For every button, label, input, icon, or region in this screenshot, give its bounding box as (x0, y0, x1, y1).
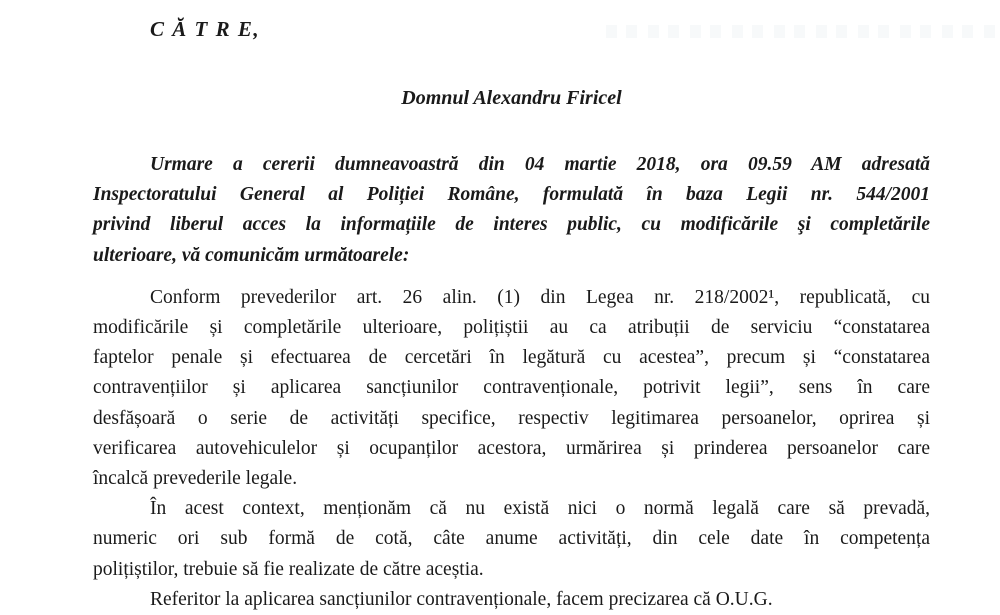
text-line: numeric ori sub formă de cotă, câte anume activități, din cele date în competența (93, 528, 930, 550)
text-line: Urmare a cererii dumneavoastră din 04 martie 2018, ora 09.59 AM adresată (150, 154, 930, 175)
text-line: desfășoară o serie de activități specifice, respectiv legitimarea persoanelor, oprirea și (93, 407, 930, 429)
text-line: În acest context, menționăm că nu există nici o normă legală care să prevadă, (150, 498, 930, 520)
text-line: polițiștilor, trebuie să fie realizate de către aceștia. (93, 558, 484, 580)
scan-artifact-marks (606, 25, 1000, 38)
legal-basis-paragraph (93, 283, 930, 494)
text-line: privind liberul acces la informațiile de interes public, cu modificările şi completările (93, 214, 930, 236)
text-line: încalcă prevederile legale. (93, 468, 298, 490)
text-line: modificările și completările ulterioare, polițiștii au ca atribuții de serviciu “constatarea (93, 317, 930, 339)
text-line: Conform prevederilor art. 26 alin. (1) din Legea nr. 218/2002¹, republicată, cu (150, 286, 930, 308)
intro-paragraph (93, 150, 930, 271)
text-line: Referitor la aplicarea sancțiunilor contravenționale, facem precizarea că O.U.G. (150, 588, 773, 610)
salutation: C Ă T R E, (150, 17, 261, 41)
text-line: verificarea autovehiculelor și ocupanților acestora, urmărirea și prinderea persoanelor care (93, 437, 930, 459)
text-line: ulterioare, vă comunicăm următoarele: (93, 244, 410, 266)
context-paragraph (93, 494, 930, 585)
text-line: faptelor penale și efectuarea de cercetări în legătură cu acestea”, precum și “constatarea (93, 347, 930, 369)
text-line: Inspectoratului General al Poliției Române, formulată în baza Legii nr. 544/2001 (93, 184, 930, 206)
text-line: contravențiilor și aplicarea sancțiunilor contravenționale, potrivit legii”, sens în care (93, 377, 930, 399)
recipient-name: Domnul Alexandru Firicel (401, 87, 622, 109)
